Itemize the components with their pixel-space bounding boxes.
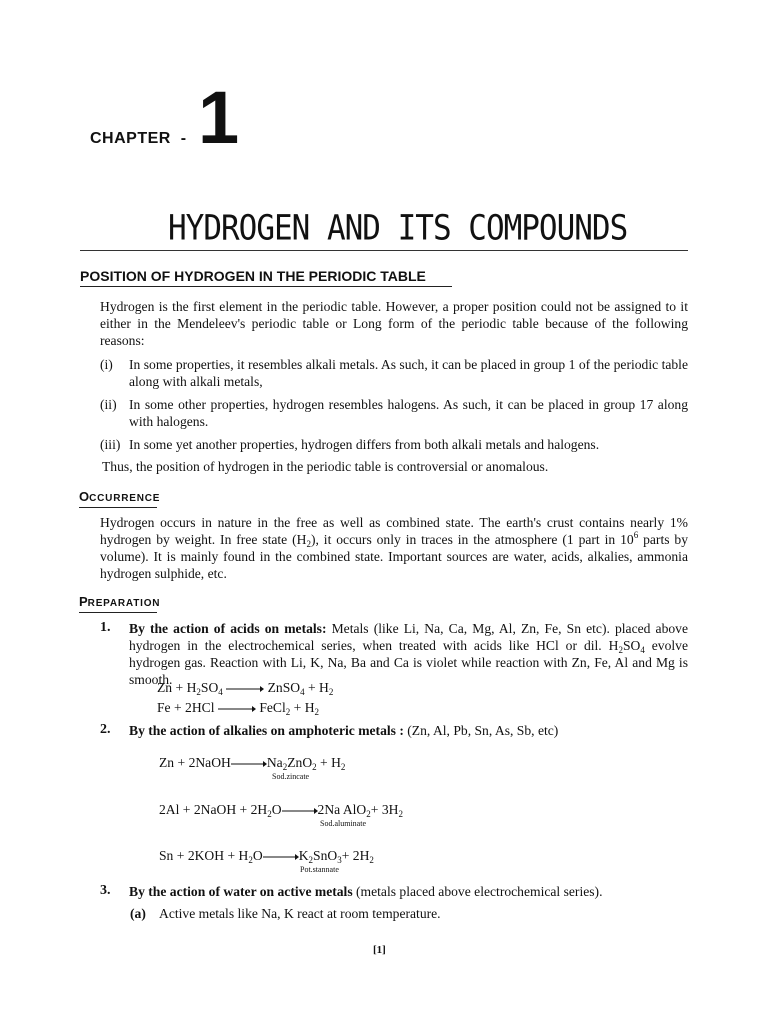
section-underline bbox=[80, 286, 452, 287]
chapter-title: HYDROGEN AND ITS COMPOUNDS bbox=[168, 208, 628, 249]
section-heading-preparation: PREPARATION bbox=[79, 594, 161, 609]
reaction-arrow-icon bbox=[282, 807, 318, 815]
reaction-arrow-icon bbox=[226, 685, 264, 693]
section-heading-position: POSITION OF HYDROGEN IN THE PERIODIC TABLE bbox=[80, 268, 426, 284]
occurrence-paragraph: Hydrogen occurs in nature in the free as well as combined state. The earth's crust contains nearly 1% hydrogen by weight. In free state $(H_2)$, it occurs only in traces in the atmosphere (1 part in $10^6$ parts by volume). It is mainly found in the combined state. Important sources are water, acids, alkalies, ammonia hydrogen sulphide, etc. bbox=[100, 515, 689, 581]
chapter-label: CHAPTER - bbox=[90, 130, 187, 147]
reaction-arrow-icon bbox=[218, 705, 256, 713]
section-underline bbox=[79, 507, 157, 508]
list-item: (a) Active metals like Na, K react at room temperature. bbox=[130, 906, 441, 921]
section-underline bbox=[79, 612, 157, 613]
list-item: 2. By the action of alkalies on amphoteric metals : (Zn, Al, Pb, Sn, As, Sb, etc) bbox=[100, 722, 559, 738]
intro-paragraph: Hydrogen is the first element in the periodic table. However, a proper position could not be assigned to it either in the Mendeleev's periodic table or Long form of the periodic table because of the following reasons: bbox=[100, 299, 688, 348]
product-caption: Sod.aluminate bbox=[320, 819, 366, 828]
chemical-equation: $Zn + H_2SO_4$ ZnSO$_4$ + $H_2$ bbox=[157, 680, 334, 697]
chemical-equation: $Sn + 2KOH + H_2O$ $K_2SnO_3+ 2H_2$ bbox=[159, 848, 374, 865]
reaction-arrow-icon bbox=[263, 853, 299, 861]
reaction-arrow-icon bbox=[231, 760, 267, 768]
list-item: 3. By the action of water on active metals (metals placed above electrochemical series). bbox=[100, 883, 603, 899]
list-item: (i) In some properties, it resembles alkali metals. As such, it can be placed in group 1 of the periodic table along with alkali metals, bbox=[100, 357, 688, 389]
chemical-equation: 2Al + 2NaOH + $2H_2O$ 2Na $AlO_2+ 3H_2$ bbox=[159, 802, 403, 819]
chemical-equation: Zn + 2NaOH $Na_2ZnO_2 + H_2$ bbox=[159, 755, 346, 772]
list-item: (ii) In some other properties, hydrogen resembles halogens. As such, it can be placed in group 17 along with halogens. bbox=[100, 397, 688, 429]
section-heading-occurrence: OCCURRENCE bbox=[79, 489, 161, 504]
conclusion-text: Thus, the position of hydrogen in the periodic table is controversial or anomalous. bbox=[102, 459, 549, 474]
chemical-equation: Fe + 2HCl FeCl$_2$ + $H_2$ bbox=[157, 700, 320, 717]
product-caption: Sod.zincate bbox=[272, 772, 310, 781]
product-caption: Pot.stannate bbox=[300, 865, 339, 874]
list-item: (iii) In some yet another properties, hydrogen differs from both alkali metals and halogens. bbox=[100, 437, 600, 452]
page-number: [1] bbox=[373, 944, 386, 956]
chapter-number: 1 bbox=[198, 76, 240, 159]
list-item: 1. By the action of acids on metals: Metals (like Li, Na, Ca, Mg, Al, Zn, Fe, Sn etc). placed above hydrogen in the electrochemical series, when treated with acids like HCl or dil. $H_2SO_4$ evolve hydrogen gas. Reaction with Li, K, Na, Ba and Ca is violet while reaction with Zn, Fe, Al and Mg is smooth. bbox=[100, 620, 689, 687]
title-divider bbox=[80, 250, 688, 251]
